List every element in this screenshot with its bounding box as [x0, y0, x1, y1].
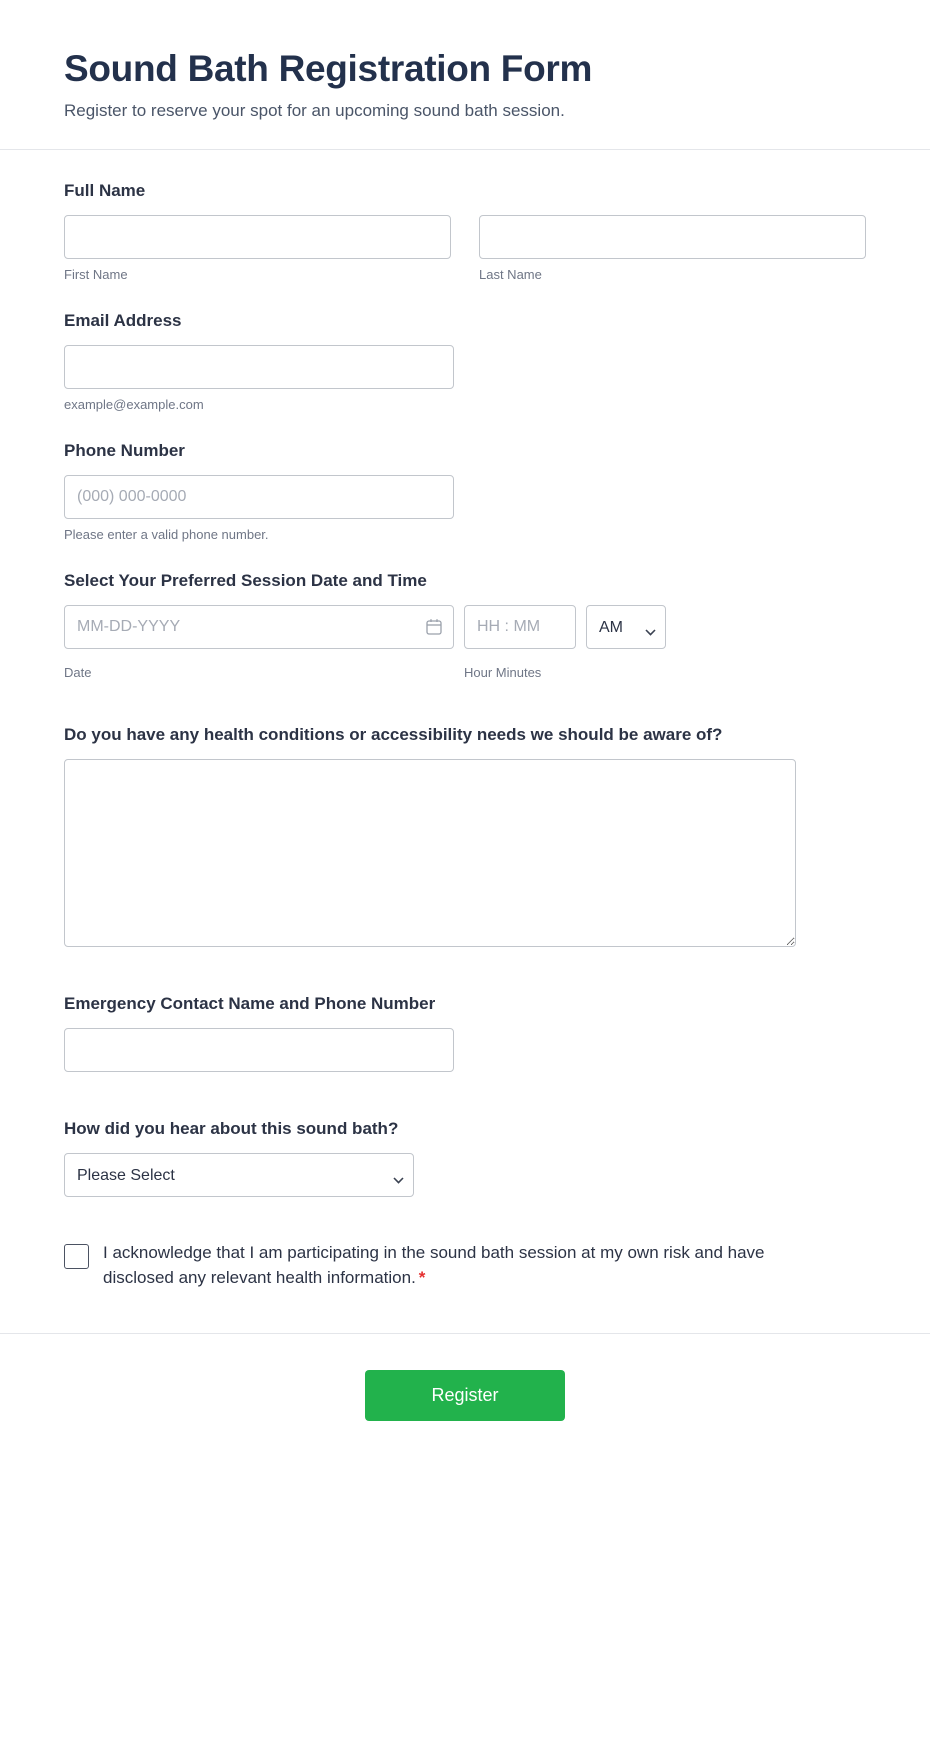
consent-text: I acknowledge that I am participating in the sound bath session at my own risk and have disclosed any relevant health information.	[103, 1243, 765, 1288]
ampm-select[interactable]	[586, 605, 666, 649]
page-subtitle: Register to reserve your spot for an upcoming sound bath session.	[64, 101, 565, 121]
last-name-input[interactable]	[479, 215, 866, 259]
register-button[interactable]: Register	[365, 1370, 565, 1421]
field-full-name	[64, 180, 866, 284]
session-inputs-row	[64, 605, 866, 649]
page-title: Sound Bath Registration Form	[64, 48, 593, 89]
referral-label: How did you hear about this sound bath?	[64, 1119, 399, 1139]
email-group	[64, 345, 454, 414]
date-input[interactable]	[64, 605, 454, 649]
phone-sublabel: Please enter a valid phone number.	[64, 527, 269, 543]
consent-row	[64, 1241, 866, 1290]
email-field[interactable]	[64, 345, 454, 389]
field-referral	[64, 1118, 866, 1197]
ampm-group	[586, 605, 666, 649]
date-group	[64, 605, 454, 649]
time-sublabel: Hour Minutes	[464, 665, 542, 681]
phone-input[interactable]	[64, 475, 454, 519]
emergency-input[interactable]	[64, 1028, 454, 1072]
session-label: Select Your Preferred Session Date and Time	[64, 571, 427, 591]
field-health-conditions	[64, 724, 866, 947]
full-name-label: Full Name	[64, 181, 146, 201]
form-footer	[0, 1333, 930, 1465]
last-name-sublabel: Last Name	[479, 267, 542, 283]
full-name-row	[64, 215, 866, 284]
form-header	[0, 0, 930, 150]
emergency-group	[64, 1028, 454, 1072]
form-body	[0, 150, 930, 1333]
consent-checkbox[interactable]	[64, 1244, 89, 1269]
date-sublabel: Date	[64, 665, 92, 681]
referral-group	[64, 1153, 414, 1197]
email-sublabel: example@example.com	[64, 397, 204, 413]
health-label: Do you have any health conditions or accessibility needs we should be aware of?	[64, 725, 723, 745]
field-emergency-contact	[64, 993, 866, 1072]
first-name-group	[64, 215, 451, 284]
consent-label	[103, 1241, 783, 1290]
required-asterisk: *	[418, 1268, 426, 1288]
field-phone	[64, 440, 866, 544]
health-textarea[interactable]	[64, 759, 796, 947]
last-name-group	[479, 215, 866, 284]
email-label: Email Address	[64, 311, 182, 331]
first-name-input[interactable]	[64, 215, 451, 259]
emergency-label: Emergency Contact Name and Phone Number	[64, 994, 436, 1014]
time-input[interactable]	[464, 605, 576, 649]
phone-group	[64, 475, 454, 544]
time-group	[464, 605, 576, 649]
phone-label: Phone Number	[64, 441, 185, 461]
referral-select[interactable]	[64, 1153, 414, 1197]
session-sublabels	[64, 657, 866, 682]
field-email	[64, 310, 866, 414]
first-name-sublabel: First Name	[64, 267, 128, 283]
field-session-datetime	[64, 570, 866, 682]
